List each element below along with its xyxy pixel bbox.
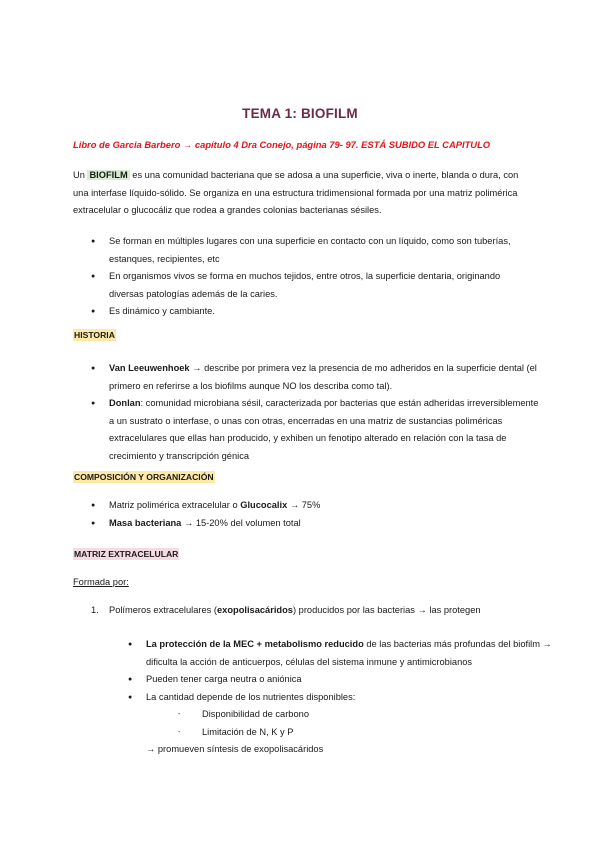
section-heading-historia — [73, 325, 116, 343]
historia-heading: HISTORIA — [74, 330, 115, 340]
section-heading-composicion — [73, 467, 215, 485]
historia-list — [91, 360, 541, 466]
section-heading-matriz — [73, 544, 179, 562]
conclusion-line: → promueven síntesis de exopolisacáridos — [146, 744, 324, 754]
list-item — [128, 636, 558, 671]
item-text: Polímeros extracelulares ( — [109, 605, 217, 615]
list-item — [91, 360, 541, 395]
dash-item: - Limitación de N, K y P — [178, 724, 558, 742]
item-text: → 15-20% del volumen total — [181, 517, 301, 528]
item-bold: Van Leeuwenhoek — [109, 363, 190, 373]
intro-paragraph — [73, 167, 533, 220]
item-text: La cantidad depende de los nutrientes disponibles: — [146, 691, 356, 702]
list-item: ● Es dinámico y cambiante. — [91, 303, 521, 321]
numbered-item-1 — [91, 602, 551, 620]
item-bold: Donlan — [109, 398, 141, 409]
formada-por-subheading: Formada por: — [73, 577, 129, 587]
intro-bullet-list — [91, 233, 521, 321]
item-text: → 75% — [287, 500, 321, 510]
dash-item: - Disponibilidad de carbono — [178, 706, 558, 724]
matriz-sub-list — [128, 636, 558, 742]
composicion-heading: COMPOSICIÓN Y ORGANIZACIÓN — [74, 472, 214, 482]
list-item — [91, 497, 541, 515]
item-number: 1. — [91, 605, 99, 615]
item-bold: Glucocalix — [240, 500, 288, 510]
source-reference: Libro de Garcia Barbero → capítulo 4 Dra Conejo, página 79- 97. ESTÁ SUBIDO EL CAPITULO — [73, 139, 491, 150]
list-item: ● Pueden tener carga neutra o aniónica — [128, 671, 558, 689]
list-item — [91, 395, 541, 465]
item-text: : comunidad microbiana sésil, caracterizada por bacterias que están adheridas irreversiblemente a un sustrato o interfase, o unas con otras, encerradas en una matriz de sustancias poliméricas extracelulares que ellas han producido, y exhiben un fenotipo alterado en relación con la tasa de crecimiento y transcripción génica — [109, 398, 539, 461]
composicion-list — [91, 497, 541, 532]
intro-prefix: Un — [73, 170, 88, 180]
list-item — [91, 515, 541, 533]
item-bold: Masa bacteriana — [109, 517, 182, 528]
list-item: ● En organismos vivos se forma en muchos tejidos, entre otros, la superficie dentaria, originando diversas patologías además de la caries. — [91, 268, 521, 303]
item-text: ) producidos por las bacterias → las protegen — [292, 605, 481, 615]
item-bold: exopolisacáridos — [217, 605, 293, 615]
item-text: de las bacterias más profundas del biofilm → dificulta la acción de anticuerpos, células del sistema inmune y antimicrobianos — [146, 639, 552, 667]
item-text: Matriz polimérica extracelular o — [109, 500, 241, 510]
list-item — [128, 689, 558, 742]
page-title: TEMA 1: BIOFILM — [242, 106, 358, 121]
nutrient-dash-list — [128, 706, 558, 741]
biofilm-highlight: BIOFILM — [89, 170, 128, 180]
matriz-heading: MATRIZ EXTRACELULAR — [74, 549, 179, 559]
intro-text: es una comunidad bacteriana que se adosa a una superficie, viva o inerte, blanda o dura, con una interfase líquido-sólido. Se organiza en una estructura tridimensional formada por una matriz polimérica extracelular o glucocáliz que rodea a grandes colonias bacterianas sésiles. — [73, 170, 519, 216]
item-bold: La protección de la MEC + metabolismo reducido — [146, 639, 364, 649]
item-text: → describe por primera vez la presencia de mo adheridos en la superficie dental (el primero en referirse a los biofilms aunque NO los describa como tal). — [109, 363, 537, 391]
list-item: ● Se forman en múltiples lugares con una superficie en contacto con un líquido, como son tuberías, estanques, recipientes, etc — [91, 233, 521, 268]
